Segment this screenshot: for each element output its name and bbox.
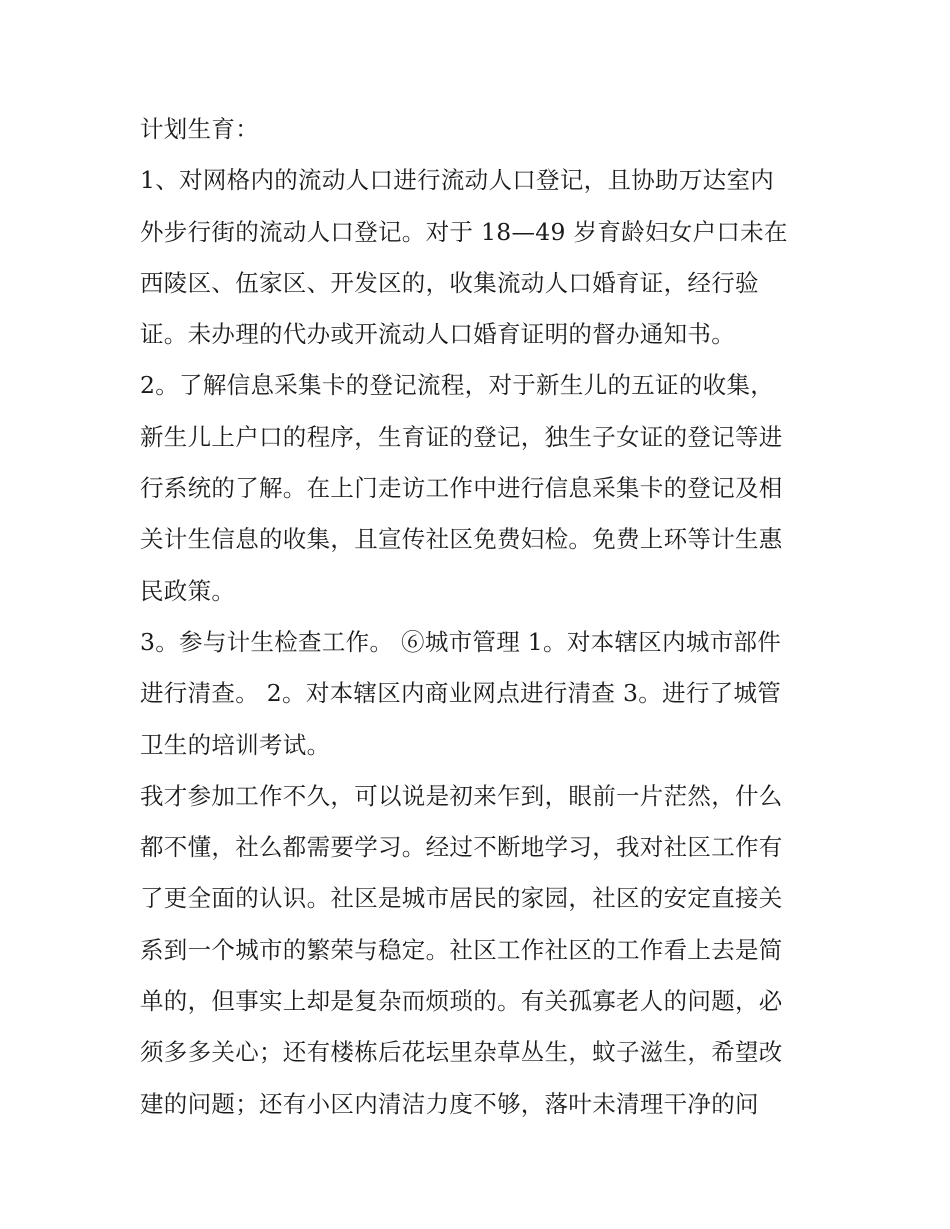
text-line: 证。未办理的代办或开流动人口婚育证明的督办通知书。	[140, 320, 735, 349]
text-line: 我才参加工作不久，可以说是初来乍到，眼前一片茫然，什么	[140, 781, 783, 810]
text-line: 西陵区、伍家区、开发区的，收集流动人口婚育证，经行验	[140, 268, 759, 297]
text-line: 建的问题；还有小区内清洁力度不够，落叶未清理干净的问	[140, 1089, 759, 1118]
text-line: 外步行街的流动人口登记。对于 18—49 岁育龄妇女户口未在	[140, 217, 788, 246]
section-heading: 计划生育：	[140, 115, 259, 143]
text-line: 新生儿上户口的程序，生育证的登记，独生子女证的登记等进	[140, 422, 783, 451]
text-line: 单的，但事实上却是复杂而烦琐的。有关孤寡老人的问题，必	[140, 987, 783, 1016]
text-line: 都不懂，社么都需要学习。经过不断地学习，我对社区工作有	[140, 833, 783, 862]
text-line: 进行清查。 2。对本辖区内商业网点进行清查 3。进行了城管	[140, 679, 782, 708]
text-line: 行系统的了解。在上门走访工作中进行信息采集卡的登记及相	[140, 474, 783, 503]
text-line: 2。了解信息采集卡的登记流程，对于新生儿的五证的收集，	[140, 371, 775, 400]
text-line: 须多多关心；还有楼栋后花坛里杂草丛生，蚊子滋生，希望改	[140, 1038, 783, 1067]
text-line: 3。参与计生检查工作。 ⑥城市管理 1。对本辖区内城市部件	[140, 627, 782, 656]
document-body	[140, 104, 820, 1130]
text-line: 了更全面的认识。社区是城市居民的家园，社区的安定直接关	[140, 884, 783, 913]
text-line: 关计生信息的收集，且宣传社区免费妇检。免费上环等计生惠	[140, 525, 783, 554]
text-line: 系到一个城市的繁荣与稳定。社区工作社区的工作看上去是简	[140, 935, 783, 964]
text-line: 卫生的培训考试。	[140, 730, 331, 759]
text-line: 民政策。	[140, 576, 236, 605]
text-line: 1、对网格内的流动人口进行流动人口登记，且协助万达室内	[140, 166, 775, 195]
